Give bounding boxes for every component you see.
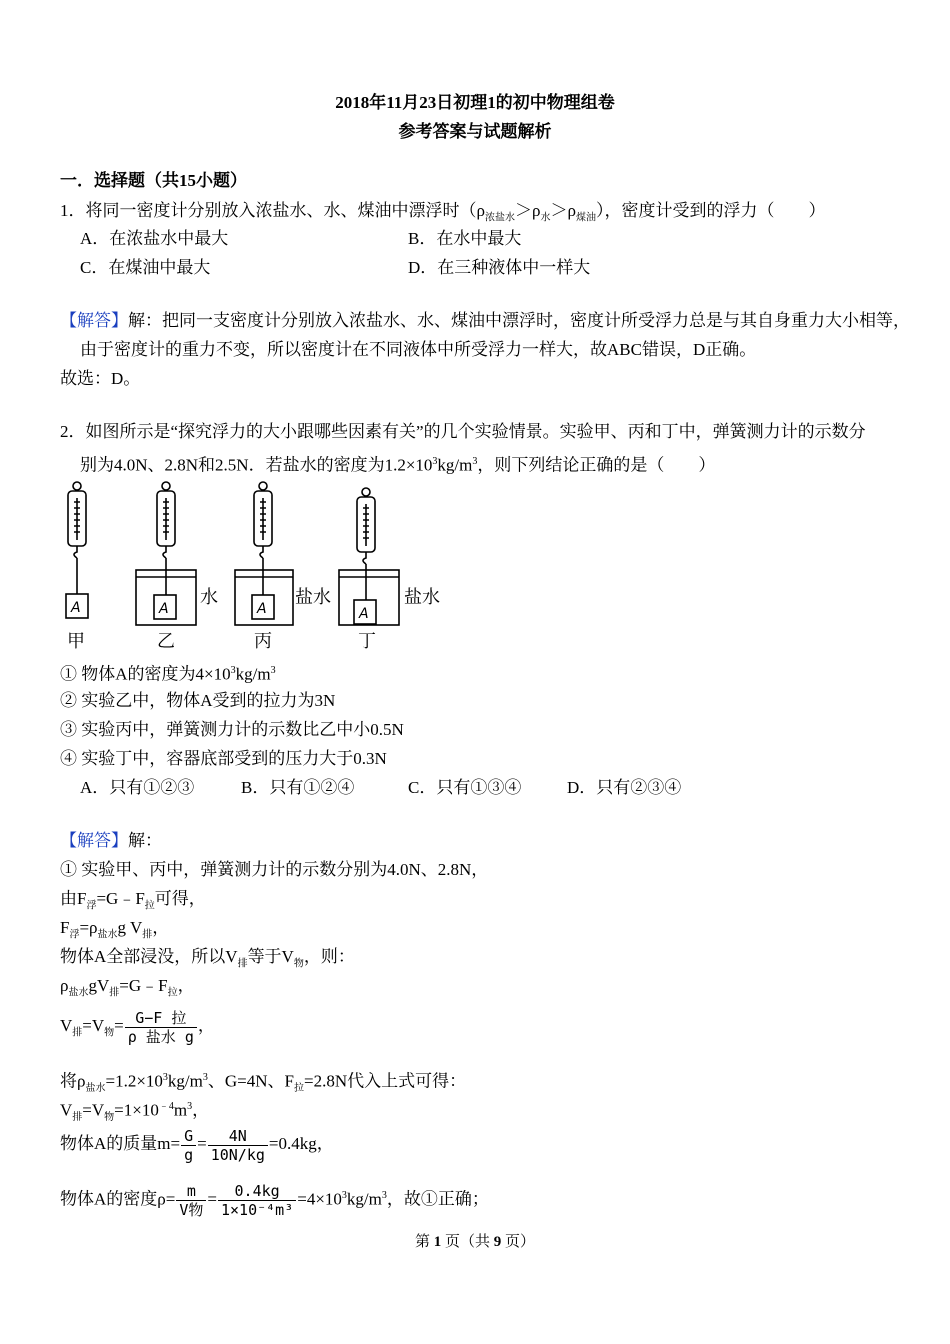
q2-option-c: C．只有①③④ [408,778,522,797]
q2-statement-4: ④ 实验丁中，容器底部受到的压力大于0.3N [60,749,387,768]
liquid-label-salt-bing: 盐水 [295,587,331,608]
page-footer: 第 1 页（共 9 页） [414,1234,536,1250]
page-number: 1 [433,1234,442,1250]
q2-answer-line2: 由$F_浮=G﹣F_拉$可得， [60,889,206,912]
q2-answer-line4: 物体A全部浸没，所以$V_排$等于$V_物$，则： [60,947,355,970]
q1-option-c: C．在煤油中最大 [80,258,211,277]
q2-option-b: B．只有①②④ [241,778,355,797]
q2-stem-line1: 2．如图所示是“探究浮力的大小跟哪些因素有关”的几个实验情景。实验甲、丙和丁中，弹簧测力计的示数分 [60,422,866,441]
q1-answer-line2: 由于密度计的重力不变，所以密度计在不同液体中所受浮力一样大，故ABC错误，D正确。 [80,340,757,359]
liquid-label-water: 水 [200,587,218,608]
fraction-density: $\frac{0.4kg}{\text{1×10⁻⁴m³}}$ [218,1182,296,1219]
q2-answer-line3: $F_浮=\rho_{盐水}g$ $V_排$， [60,918,170,941]
block-label-jia: A [71,600,81,616]
answer-tag: 【解答】 [60,311,128,330]
fraction-volume: $\frac{\text{G−F 拉}}{\text{ρ 盐水 g}}$ [125,1009,197,1046]
q1-option-a: A．在浓盐水中最大 [80,229,229,248]
q2-answer-line10: 物体A的密度ρ= $\frac{m}{\text{V物}}$ = $\frac{0.4kg}{\text{1×10⁻⁴m³}}$ $=4\times 10^3kg/m^3$，故①正确； [60,1182,489,1220]
q1-option-b: B．在水中最大 [408,229,522,248]
spring-scale-jia [68,482,86,594]
block-label-yi: A [159,601,169,617]
q2-stem-line2: 别为4.0N、2.8N和2.5N．若盐水的密度为$1.2\times 10^3kg/m^3$，则下列结论正确的是（ ） [80,455,716,475]
section-heading: 一．选择题（共15小题） [60,171,247,190]
liquid-label-salt-ding: 盐水 [404,587,440,608]
spring-scale-bing [254,482,272,595]
page-total: 9 [493,1234,502,1250]
q2-answer-line9: 物体A的质量m= $\frac{G}{g}$ = $\frac{4N}{10N/kg}$ =0.4kg， [60,1126,334,1164]
q1-stem: 1．将同一密度计分别放入浓盐水、水、煤油中漂浮时$(\rho_{浓盐水}>\rho_水>\rho_{煤油})$，密度计受到的浮力（ ） [60,201,826,224]
label-yi: 乙 [157,631,175,652]
block-label-ding: A [359,606,369,622]
spring-scale-ding [357,488,375,600]
q2-option-a: A．只有①②③ [80,778,195,797]
label-ding: 丁 [358,631,376,652]
q2-answer-line8: $V_排=V_物=1\times 10^{﹣4}m^3$， [60,1100,210,1124]
q1-answer-line1: 【解答】解：把同一支密度计分别放入浓盐水、水、煤油中漂浮时，密度计所受浮力总是与其自身重力大小相等， [60,311,910,330]
doc-title: 2018年11月23日初理1的初中物理组卷 [335,93,615,112]
label-jia: 甲 [67,631,85,652]
fraction-mass: $\frac{4N}{10N/kg}$ [208,1127,268,1164]
q2-statement-2: ② 实验乙中，物体A受到的拉力为3N [60,691,336,710]
experiment-figure [58,478,458,653]
spring-scale-yi [157,482,175,595]
q2-answer-line7: 将$\rho_{盐水}=1.2\times 10^3kg/m^3$、G=4N、$F_拉=2.8N$代入上式可得： [60,1071,467,1095]
q2-answer-line1: ① 实验甲、丙中，弹簧测力计的示数分别为4.0N、2.8N， [60,860,489,879]
fraction-g-over-g: $\frac{G}{g}$ [181,1127,196,1164]
q1-choice: 故选：D。 [60,369,141,388]
q1-option-d: D．在三种液体中一样大 [408,258,591,277]
q2-option-d: D．只有②③④ [567,778,682,797]
doc-subtitle: 参考答案与试题解析 [398,122,552,141]
beaker-ding [339,570,399,625]
q2-answer-head: 【解答】解： [60,831,162,850]
label-bing: 丙 [254,631,272,652]
fraction-m-over-v: $\frac{m}{\text{V物}}$ [176,1182,206,1219]
q2-statement-1: ① 物体A的密度为$4\times 10^3kg/m^3$ [60,664,276,684]
q2-answer-line5: $\rho_{盐水}gV_排=G﹣F_拉$， [60,976,195,999]
q2-statement-3: ③ 实验丙中，弹簧测力计的示数比乙中小0.5N [60,720,404,739]
q2-answer-line6: $V_排=V_物=$ $\frac{\text{G−F 拉}}{\text{ρ 盐水 g}}$ ， [60,1008,215,1046]
answer-tag: 【解答】 [60,831,128,850]
block-label-bing: A [257,601,267,617]
